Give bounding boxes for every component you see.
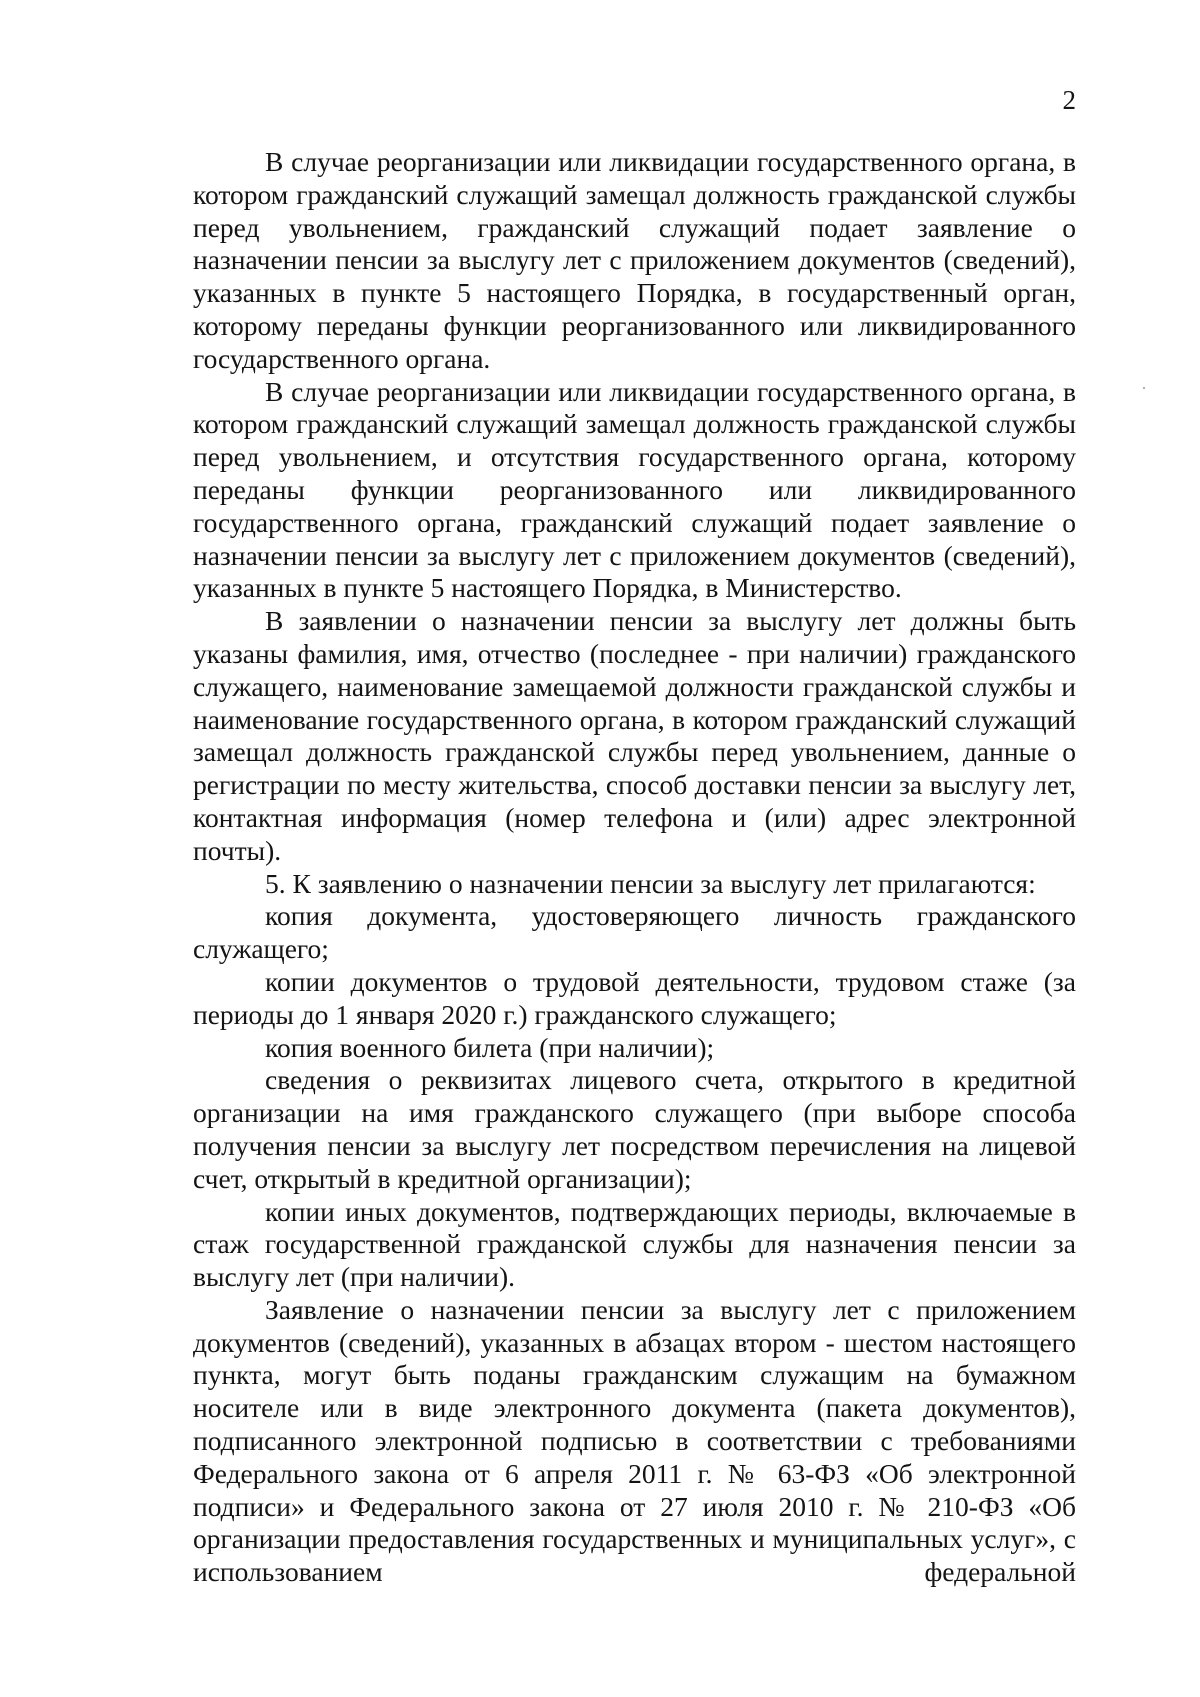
paragraph-item-5-heading: 5. К заявлению о назначении пенсии за выслугу лет прилагаются: — [265, 867, 1036, 899]
document-body — [193, 146, 1076, 1589]
paragraph-other-documents: копии иных документов, подтверждающих периоды, включаемые в стаж государственной гражданской службы для назначения пенсии за выслугу лет (при наличии). — [193, 1195, 1076, 1293]
page-number: 2 — [1062, 85, 1076, 115]
paragraph-submission-methods: Заявление о назначении пенсии за выслугу лет с приложением документов (сведений), указанных в абзацах втором - шестом настоящего пункта, могут быть поданы гражданским служащим на бумажном носителе или в виде электронного документа (пакета документов), подписанного электронной подписью в соответствии с требованиями Федерального закона от 6 апреля 2011 г. № 63-ФЗ «Об электронной подписи» и Федерального закона от 27 июля 2010 г. № 210-ФЗ «Об организации предоставления государственных и муниципальных услуг», с использованием федеральной — [193, 1293, 1076, 1588]
paragraph-application-contents: В заявлении о назначении пенсии за выслугу лет должны быть указаны фамилия, имя, отчество (последнее - при наличии) гражданского служащего, наименование замещаемой должности гражданской службы и наименование государственного органа, в котором гражданский служащий замещал должность гражданской службы перед увольнением, данные о регистрации по месту жительства, способ доставки пенсии за выслугу лет, контактная информация (номер телефона и (или) адрес электронной почты). — [193, 605, 1076, 866]
paragraph-reorganization-ministry: В случае реорганизации или ликвидации государственного органа, в котором гражданский служащий замещал должность гражданской службы перед увольнением, и отсутствия государственного органа, которому переданы функции реорганизованного или ликвидированного государственного органа, гражданский служащий подает заявление о назначении пенсии за выслугу лет с приложением документов (сведений), указанных в пункте 5 настоящего Порядка, в Министерство. — [193, 375, 1076, 604]
scan-speck — [1143, 387, 1145, 389]
paragraph-work-records: копии документов о трудовой деятельности, трудовом стаже (за периоды до 1 января 2020 г.) гражданского служащего; — [193, 965, 1076, 1030]
paragraph-bank-account: сведения о реквизитах лицевого счета, открытого в кредитной организации на имя гражданского служащего (при выборе способа получения пенсии за выслугу лет посредством перечисления на лицевой счет, открытый в кредитной организации); — [193, 1064, 1076, 1194]
paragraph-military-id: копия военного билета (при наличии); — [265, 1031, 715, 1063]
paragraph-reorganization-transfer: В случае реорганизации или ликвидации государственного органа, в котором гражданский служащий замещал должность гражданской службы перед увольнением, гражданский служащий подает заявление о назначении пенсии за выслугу лет с приложением документов (сведений), указанных в пункте 5 настоящего Порядка, в государственный орган, которому переданы функции реорганизованного или ликвидированного государственного органа. — [193, 146, 1076, 374]
paragraph-identity-document: копия документа, удостоверяющего личность гражданского служащего; — [193, 900, 1076, 965]
